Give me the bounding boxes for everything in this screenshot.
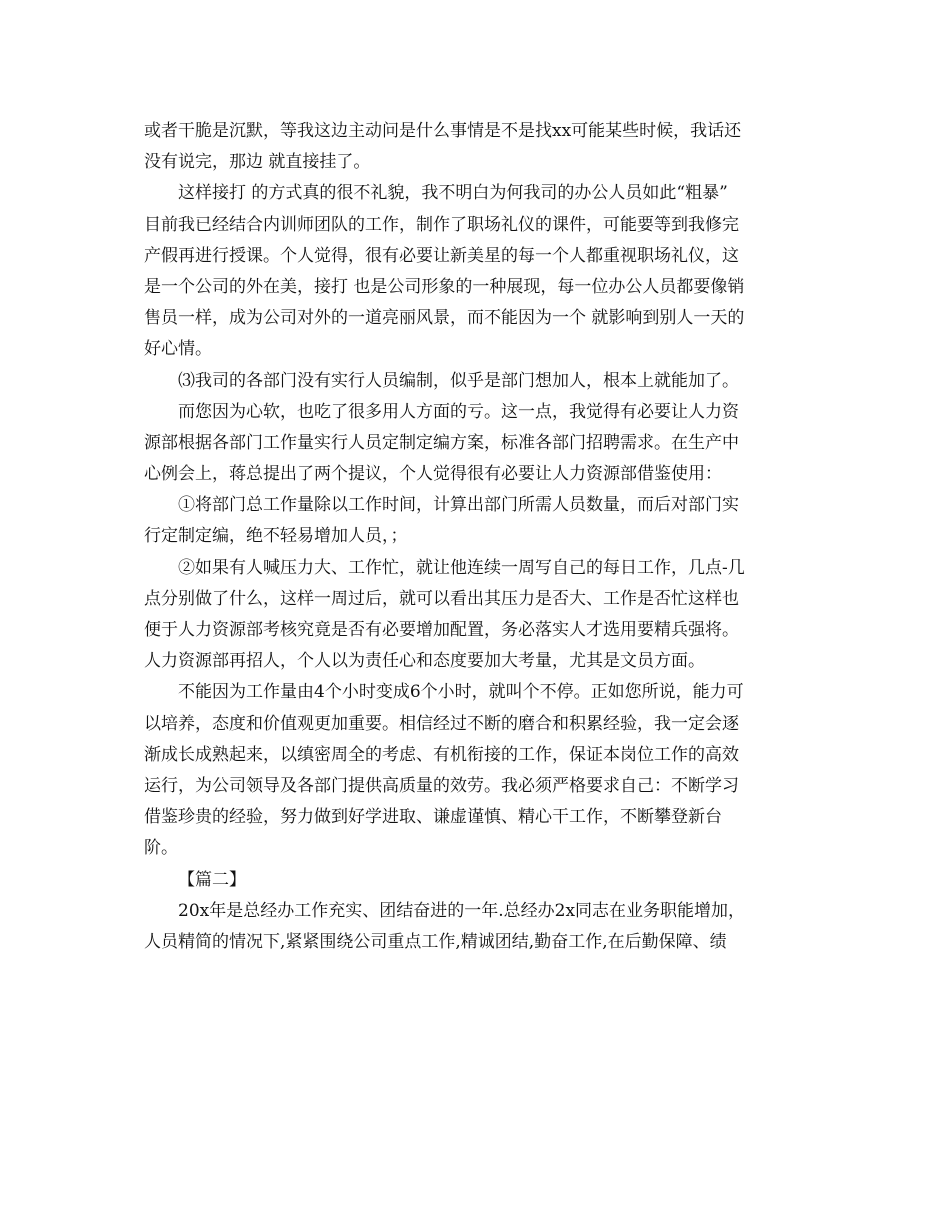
text-line: 这样接打 的方式真的很不礼貌，我不明白为何我司的办公人员如此“粗暴” bbox=[178, 183, 728, 204]
text-line: 产假再进行授课。个人觉得，很有必要让新美星的每一个人都重视职场礼仪，这 bbox=[144, 245, 739, 266]
text-line: 以培养，态度和价值观更加重要。相信经过不断的磨合和积累经验，我一定会逐 bbox=[144, 713, 739, 734]
text-line: 或者干脆是沉默，等我这边主动问是什么事情是不是找xx可能某些时候，我话还 bbox=[144, 121, 742, 141]
text-line: 而您因为心软，也吃了很多用人方面的亏。这一点，我觉得有必要让人力资 bbox=[178, 401, 739, 422]
text-line: 心例会上，蒋总提出了两个提议，个人觉得很有必要让人力资源部借鉴使用： bbox=[144, 464, 722, 485]
text-line: 不能因为工作量由4个小时变成6个小时，就叫个不停。正如您所说，能力可 bbox=[178, 682, 744, 703]
text-line: 渐成长成熟起来，以缜密周全的考虑、有机衔接的工作，保证本岗位工作的高效 bbox=[144, 744, 739, 765]
text-line: 人员精简的情况下,紧紧围绕公司重点工作,精诚团结,勤奋工作,在后勤保障、绩 bbox=[144, 931, 727, 952]
text-line: 售员一样，成为公司对外的一道亮丽风景，而不能因为一个 就影响到别人一天的 bbox=[144, 308, 745, 329]
text-line: 好心情。 bbox=[144, 339, 212, 360]
text-line: ②如果有人喊压力大、工作忙，就让他连续一周写自己的每日工作，几点-几 bbox=[178, 557, 745, 578]
text-line: 阶。 bbox=[144, 838, 178, 859]
text-line: 借鉴珍贵的经验，努力做到好学进取、谦虚谨慎、精心干工作，不断攀登新台 bbox=[144, 807, 722, 828]
document-body bbox=[144, 116, 814, 958]
text-line: 行定制定编，绝不轻易增加人员，； bbox=[144, 526, 408, 547]
text-line: 人力资源部再招人，个人以为责任心和态度要加大考量，尤其是文员方面。 bbox=[144, 651, 705, 672]
text-line: 【篇二】 bbox=[178, 869, 246, 890]
text-line: 目前我已经结合内训师团队的工作，制作了职场礼仪的课件，可能要等到我修完 bbox=[144, 214, 739, 235]
text-line: 20x年是总经办工作充实、团结奋进的一年.总经办2x同志在业务职能增加， bbox=[178, 900, 746, 921]
text-line: 运行，为公司领导及各部门提供高质量的效劳。我必须严格要求自己：不断学习 bbox=[144, 775, 739, 796]
text-line: ⑶我司的各部门没有实行人员编制，似乎是部门想加人，根本上就能加了。 bbox=[178, 370, 739, 391]
text-line: ①将部门总工作量除以工作时间，计算出部门所需人员数量，而后对部门实 bbox=[178, 495, 739, 516]
text-line: 便于人力资源部考核究竟是否有必要增加配置，务必落实人才选用要精兵强将。 bbox=[144, 620, 739, 640]
text-line: 是一个公司的外在美，接打 也是公司形象的一种展现，每一位办公人员都要像销 bbox=[144, 276, 745, 297]
text-line: 没有说完，那边 就直接挂了。 bbox=[144, 152, 371, 173]
text-line: 点分别做了什么，这样一周过后，就可以看出其压力是否大、工作是否忙这样也 bbox=[144, 588, 739, 609]
text-line: 源部根据各部门工作量实行人员定制定编方案，标准各部门招聘需求。在生产中 bbox=[144, 432, 739, 453]
